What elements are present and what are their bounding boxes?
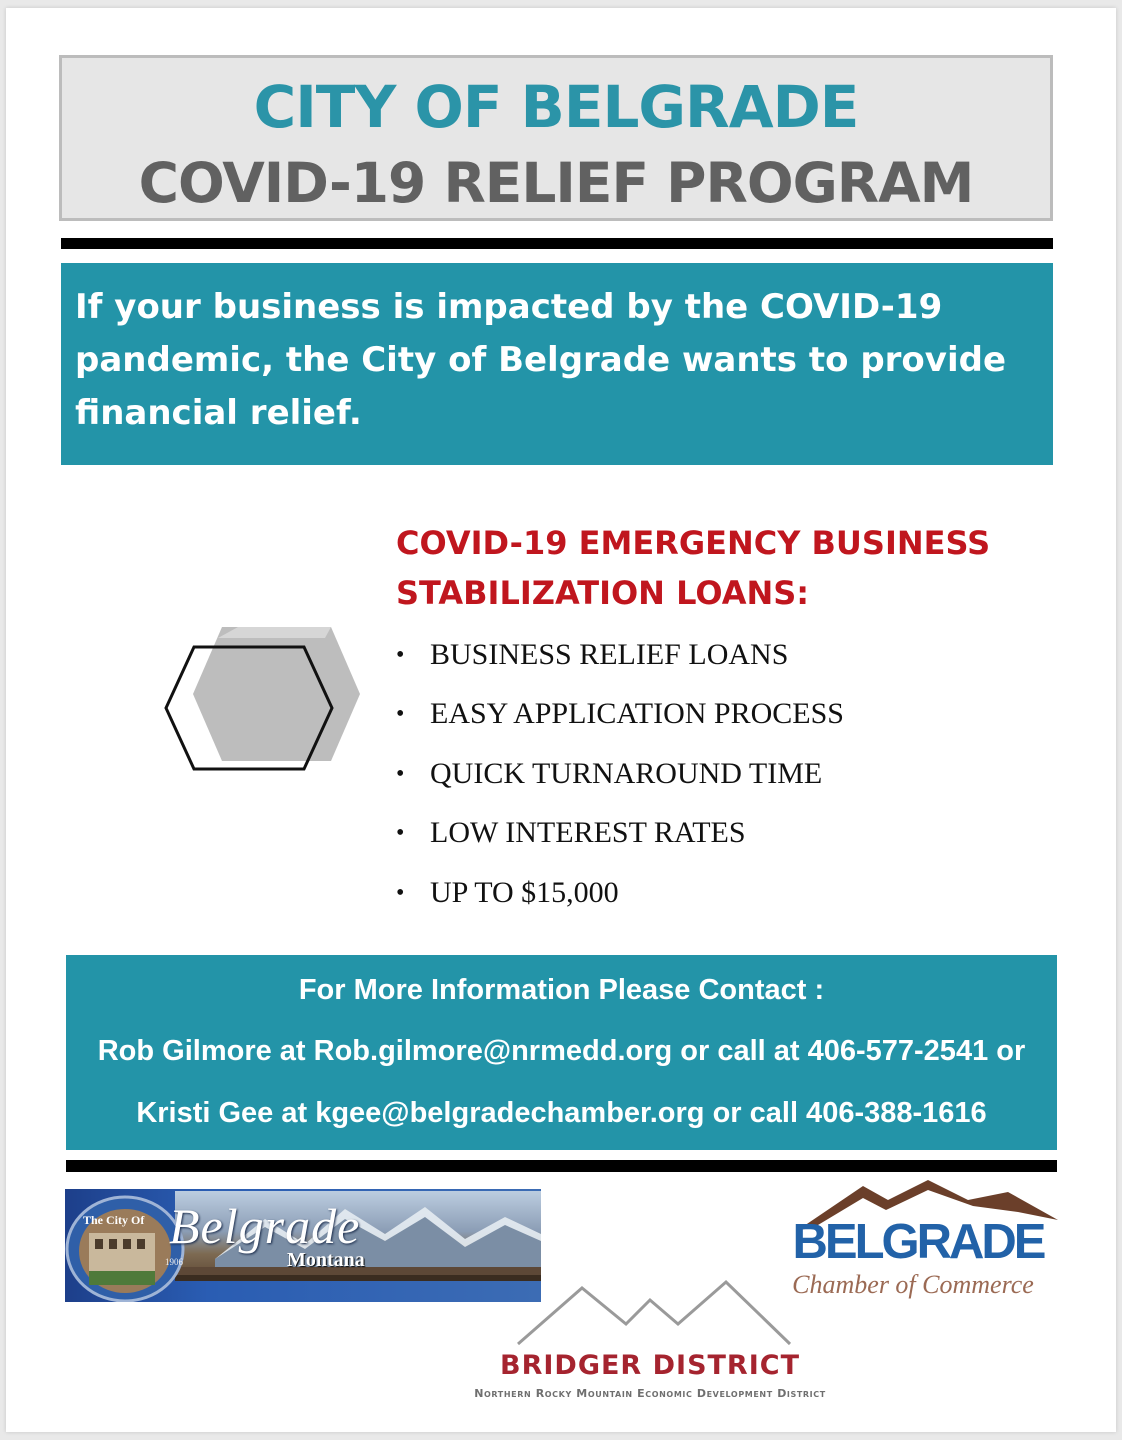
bullet-icon: • [396, 760, 405, 787]
loans-list [396, 630, 844, 927]
page-subtitle: COVID-19 RELIEF PROGRAM [138, 151, 974, 215]
list-item [396, 868, 844, 927]
divider-top [61, 238, 1053, 249]
contact-line-kristi: Kristi Gee at kgee@belgradechamber.org or call 406-388-1616 [136, 1097, 987, 1129]
list-item-text: LOW INTEREST RATES [430, 816, 746, 850]
bridger-district-logo [360, 1278, 940, 1408]
title-box [59, 55, 1053, 221]
contact-line-rob: Rob Gilmore at Rob.gilmore@nrmedd.org or call at 406-577-2541 or [97, 1035, 1026, 1067]
page-title: CITY OF BELGRADE [253, 73, 859, 141]
bridger-name: BRIDGER DISTRICT [499, 1350, 800, 1381]
bullet-icon: • [396, 701, 405, 728]
city-logo-year: 1906 [165, 1257, 183, 1267]
bullet-icon: • [396, 820, 405, 847]
city-logo-prefix: The City Of [83, 1213, 145, 1227]
contact-heading: For More Information Please Contact : [298, 974, 825, 1006]
city-logo-state: Montana [287, 1249, 365, 1271]
contact-banner [66, 955, 1057, 1150]
list-item-text: QUICK TURNAROUND TIME [430, 756, 823, 790]
chamber-subtitle: Chamber of Commerce [792, 1270, 1034, 1299]
bullet-icon: • [396, 879, 405, 906]
city-logo-name: Belgrade [169, 1198, 361, 1254]
bullet-icon: • [396, 642, 405, 668]
list-item-text: EASY APPLICATION PROCESS [430, 697, 844, 731]
loans-heading: COVID-19 EMERGENCY BUSINESS STABILIZATION LOANS: [396, 524, 991, 612]
list-item-text: BUSINESS RELIEF LOANS [430, 638, 789, 671]
intro-banner [61, 263, 1053, 465]
list-item [396, 630, 844, 689]
hexagon-icon [160, 620, 370, 780]
intro-text: If your business is impacted by the COVID-19 pandemic, the City of Belgrade wants to provide financial relief. [75, 287, 1006, 433]
list-item [396, 689, 844, 748]
bridger-subtitle: Northern Rocky Mountain Economic Development District [474, 1387, 826, 1400]
mountain-icon [360, 1278, 940, 1348]
chamber-name: BELGRADE [792, 1215, 1044, 1269]
list-item [396, 749, 844, 808]
list-item-text: UP TO $15,000 [430, 875, 619, 909]
divider-bottom [66, 1160, 1057, 1172]
list-item [396, 808, 844, 867]
